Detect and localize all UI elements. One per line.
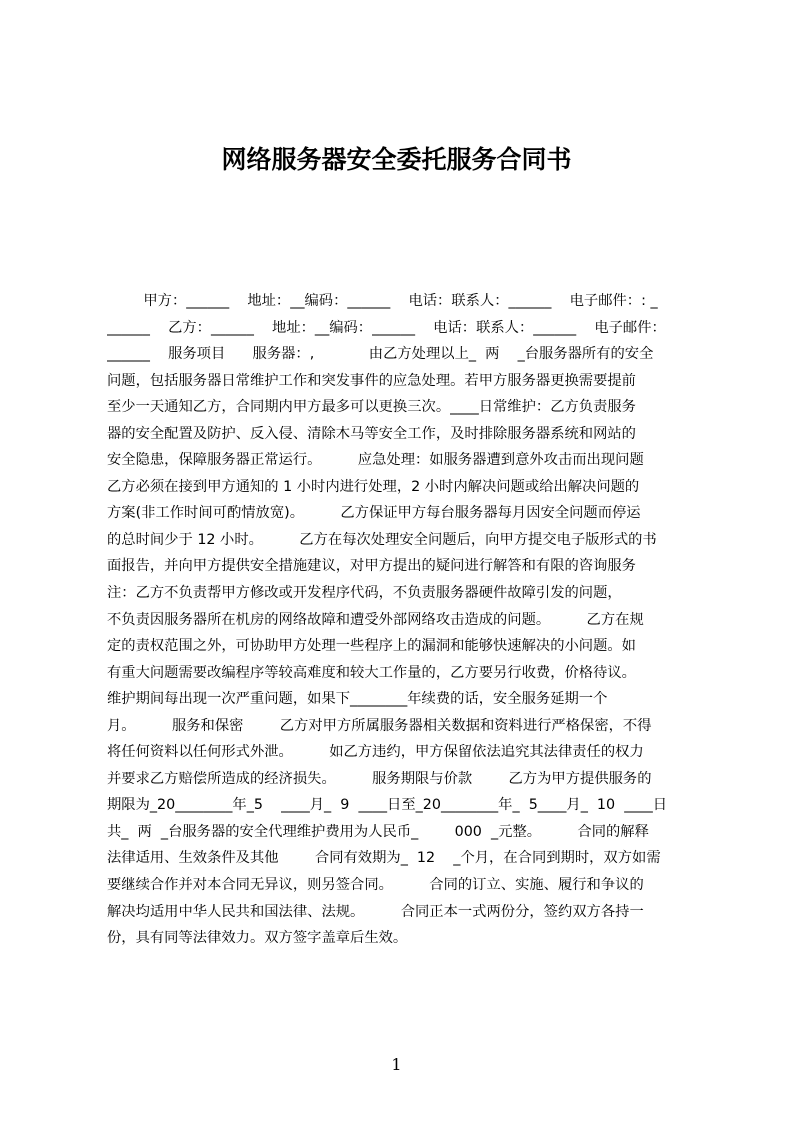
document-title: 网络服务器安全委托服务合同书 <box>221 145 572 174</box>
body-line: 将任何资料以任何形式外泄。 如乙方违约，甲方保留依法追究其法律责任的权力 <box>107 744 644 761</box>
body-line: 安全隐患，保障服务器正常运行。 应急处理：如服务器遭到意外攻击而出现问题 <box>107 452 644 469</box>
body-line: 至少一天通知乙方，合同期内甲方最多可以更换三次。____日常维护：乙方负责服务 <box>107 399 636 416</box>
body-line: 维护期间每出现一次严重问题，如果下________年续费的话，安全服务延期一个 <box>107 691 608 708</box>
body-line: 注：乙方不负责帮甲方修改或开发程序代码，不负责服务器硬件故障引发的问题， <box>107 585 622 602</box>
body-line: 有重大问题需要改编程序等较高难度和较大工作量的，乙方要另行收费，价格待议。 <box>107 664 636 681</box>
body-line: 面报告，并向甲方提供安全措施建议，对甲方提出的疑问进行解答和有限的咨询服务 <box>107 558 636 575</box>
body-line: 甲方：______ 地址：__编码：______ 电话：联系人：______ 电子邮件：: _ <box>107 293 658 309</box>
page-number: 1 <box>391 1055 402 1074</box>
body-line: 的总时间少于 12 小时。 乙方在每次处理安全问题后，向甲方提交电子版形式的书 <box>107 531 657 548</box>
body-line: 共_ 两 _台服务器的安全代理维护费用为人民币_ 000 _元整。 合同的解释 <box>107 823 649 840</box>
body-line: 定的责权范围之外，可协助甲方处理一些程序上的漏洞和能够快速解决的小问题。如 <box>107 638 636 655</box>
body-line: 法律适用、生效条件及其他 合同有效期为_ 12 _个月，在合同到期时，双方如需 <box>107 850 661 867</box>
body-line: ______ 乙方：______ 地址：__编码：______ 电话：联系人：______ 电子邮件： <box>107 319 666 336</box>
body-line: 月。 服务和保密 乙方对甲方所属服务器相关数据和资料进行严格保密，不得 <box>107 717 652 734</box>
body-line: 要继续合作并对本合同无异议，则另签合同。 合同的订立、实施、履行和争议的 <box>107 877 644 894</box>
body-line: ______ 服务项目 服务器：, 由乙方处理以上_ 两 _台服务器所有的安全 <box>107 346 654 363</box>
body-line: 不负责因服务器所在机房的网络故障和遭受外部网络攻击造成的问题。 乙方在规 <box>107 611 644 628</box>
body-line: 份，具有同等法律效力。双方签字盖章后生效。 <box>107 930 408 947</box>
body-line: 方案(非工作时间可酌情放宽)。 乙方保证甲方每台服务器每月因安全问题而停运 <box>107 505 641 522</box>
body-line: 问题，包括服务器日常维护工作和突发事件的应急处理。若甲方服务器更换需要提前 <box>107 372 636 389</box>
contract-body <box>107 288 697 968</box>
body-line: 乙方必须在接到甲方通知的 1 小时内进行处理，2 小时内解决问题或给出解决问题的 <box>107 478 640 495</box>
body-line: 期限为_20________年_5 ____月_ 9 ____日至_20________年_ 5____月_ 10 ____日 <box>107 797 668 814</box>
body-line: 并要求乙方赔偿所造成的经济损失。 服务期限与价款 乙方为甲方提供服务的 <box>107 770 652 787</box>
body-line: 器的安全配置及防护、反入侵、清除木马等安全工作，及时排除服务器系统和网站的 <box>107 425 636 442</box>
body-line: 解决均适用中华人民共和国法律、法规。 合同正本一式两份分，签约双方各持一 <box>107 903 644 920</box>
